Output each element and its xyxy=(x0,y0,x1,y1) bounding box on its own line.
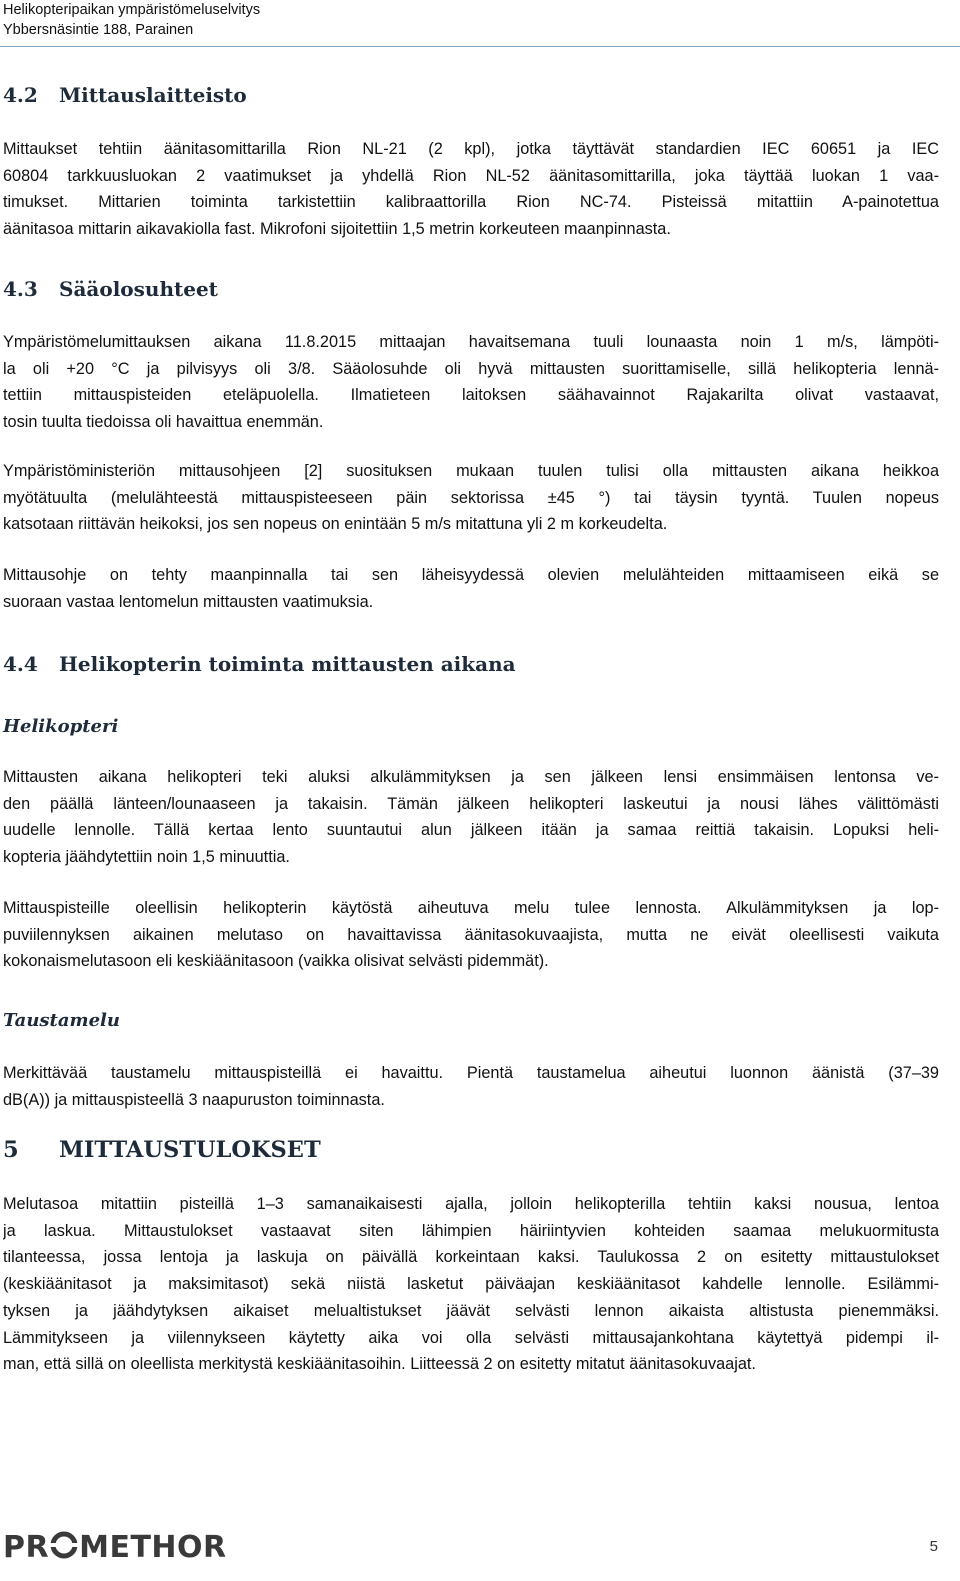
paragraph-measurement-guideline: Ympäristöministeriön mittausohjeen [2] suosituksen mukaan tuulen tulisi olla mittausten aikana heikkoa myötätuulta (melulähteestä mittauspisteeseen päin sektorissa ±45 °) tai täysin tyyntä. Tuulen nopeus katsotaan riittävän heikoksi, jos sen nopeus on enintään 5 m/s mitattuna yli 2 m korkeudelta. xyxy=(3,462,939,534)
section-title: Sääolosuhteet xyxy=(59,277,218,301)
section-4-4-heading xyxy=(3,652,516,676)
paragraph-flight-noise: Mittauspisteille oleellisin helikopterin käytöstä aiheutuva melu tulee lennosta. Alkulämmityksen ja lop- puviilennyksen aikainen melutaso on havaittavissa äänitasokuvaajista, mutta ne eivät oleellisesti vaikuta kokonaismelutasoon eli keskiäänitasoon (vaikka olisivat selvästi pidemmät). xyxy=(3,899,939,971)
section-title: Mittauslaitteisto xyxy=(59,83,247,107)
section-4-3-heading xyxy=(3,277,218,301)
section-5-heading xyxy=(3,1137,321,1163)
subheading-background-noise: Taustamelu xyxy=(3,1010,120,1031)
section-number: 5 xyxy=(3,1137,19,1163)
paragraph-helicopter-operation: Mittausten aikana helikopteri teki aluksi alkulämmityksen ja sen jälkeen lensi ensimmäisen lentonsa ve- den päällä länteen/lounaaseen ja takaisin. Tämän jälkeen helikopteri laskeutui ja nousi lähes välittömästi uudelle lennolle. Tällä kertaa lento suuntautui alun jälkeen itään ja samaa reittiä takaisin. Lopuksi heli- kopteria jäähdytettiin noin 1,5 minuuttia. xyxy=(3,768,939,867)
paragraph-measurement-results: Melutasoa mitattiin pisteillä 1–3 samanaikaisesti ajalla, jolloin helikopterilla tehtiin kaksi nousua, lentoa ja laskua. Mittaustulokset vastaavat siten lähimpien häiriintyvien kohteiden saamaa melukuormitusta tilanteessa, jossa lentoja ja laskuja on päivällä korkeintaan kaksi. Taulukossa 2 on esitetty mittaustulokset (keskiäänitasot ja maksimitasot) sekä niistä lasketut päiväajan keskiäänitasot kahdelle lennolle. Esilämmi- tyksen ja jäähdytyksen aikaiset melualtistukset jäävät selvästi lennon aikaista altistusta pienemmäksi. Lämmitykseen ja viilennykseen käytetty aika voi olla selvästi mittausajankohtana käytettyä pidempi il- man, että sillä on oleellista merkitystä keskiäänitasoihin. Liitteessä 2 on esitetty mitatut äänitasokuvaajat. xyxy=(3,1195,939,1374)
running-header xyxy=(3,0,260,40)
paragraph-background-noise: Merkittävää taustamelu mittauspisteillä ei havaittu. Pientä taustamelua aiheutui luonnon äänistä (37–39 dB(A)) ja mittauspisteellä 3 naapuruston toiminnasta. xyxy=(3,1064,939,1109)
paragraph-guideline-scope: Mittausohje on tehty maanpinnalla tai sen läheisyydessä olevien melulähteiden mittaamiseen eikä se suoraan vastaa lentomelun mittausten vaatimuksia. xyxy=(3,566,939,611)
paragraph-measurement-equipment: Mittaukset tehtiin äänitasomittarilla Rion NL-21 (2 kpl), jotka täyttävät standardien IEC 60651 ja IEC 60804 tarkkuusluokan 2 vaatimukset ja yhdellä Rion NL-52 äänitasomittarilla, joka täyttää luokan 1 vaa- timukset. Mittarien toiminta tarkistettiin kalibraattorilla Rion NC-74. Pisteissä mitattiin A-painotettua äänitasoa mittarin aikavakiolla fast. Mikrofoni sijoitettiin 1,5 metrin korkeuteen maanpinnasta. xyxy=(3,140,939,239)
header-address: Ybbersnäsintie 188, Parainen xyxy=(3,22,194,38)
section-number: 4.3 xyxy=(3,277,38,301)
page-number: 5 xyxy=(929,1538,938,1555)
section-title: MITTAUSTULOKSET xyxy=(59,1137,321,1163)
header-divider xyxy=(0,46,960,47)
section-number: 4.2 xyxy=(3,83,38,107)
section-4-2-heading xyxy=(3,83,247,107)
header-title: Helikopteripaikan ympäristömeluselvitys xyxy=(3,2,261,18)
logo-o-icon xyxy=(49,1531,79,1559)
promethor-logo: PR METHOR xyxy=(3,1530,227,1565)
subheading-helicopter: Helikopteri xyxy=(3,716,119,737)
section-number: 4.4 xyxy=(3,652,38,676)
section-title: Helikopterin toiminta mittausten aikana xyxy=(59,652,516,676)
paragraph-weather-conditions: Ympäristömelumittauksen aikana 11.8.2015 mittaajan havaitsemana tuuli lounaasta noin 1 m/s, lämpöti- la oli +20 °C ja pilvisyys oli 3/8. Sääolosuhde oli hyvä mittausten suorittamiselle, sillä helikopteria lennä- tettiin mittauspisteiden eteläpuolella. Ilmatieteen laitoksen säähavainnot Rajakarilta olivat vastaavat, tosin tuulta tiedoissa oli havaittua enemmän. xyxy=(3,333,939,432)
